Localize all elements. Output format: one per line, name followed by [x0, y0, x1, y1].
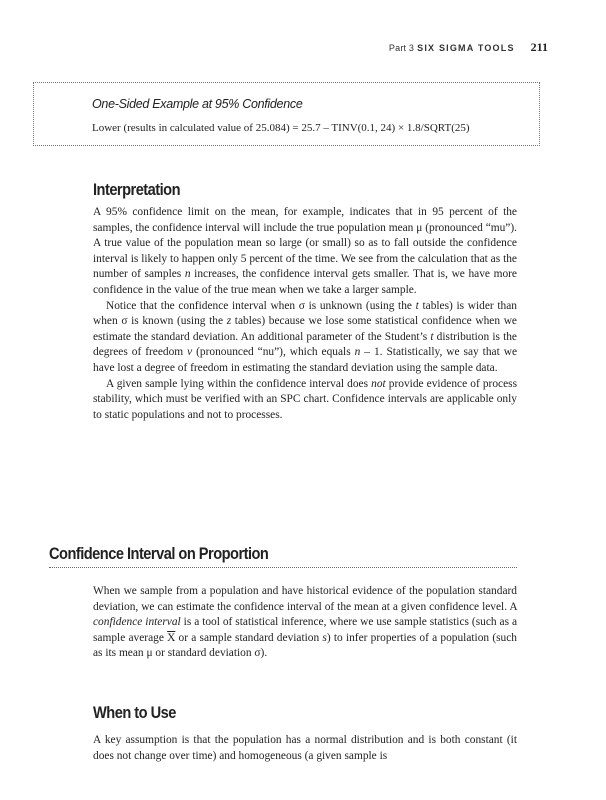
heading-interpretation: Interpretation	[93, 180, 181, 199]
header-section-title: SIX SIGMA TOOLS	[417, 43, 515, 53]
heading-confidence-interval-proportion: Confidence Interval on Proportion	[49, 544, 269, 563]
heading-when-to-use: When to Use	[93, 703, 176, 722]
text-run: ) to infer properties of a population (such as its mean μ or standard deviation σ).	[93, 631, 517, 660]
page-number: 211	[530, 40, 548, 54]
text-run: (pronounced “nu”), which equals	[192, 346, 355, 359]
variable-t: t	[415, 299, 419, 312]
example-title: One-Sided Example at 95% Confidence	[92, 97, 303, 111]
text-run: A 95% confidence limit on the mean, for example, indicates that in 95 percent of the samples, the confidence interval will include the true population mean μ (pronounced “mu”). A true value of the population mean so large (or small) so as to fall outside the confidence interval is likely to happen only 5 percent of the time. We see from the calculation that as the number of samples	[93, 206, 517, 281]
text-run: increases, the confidence interval gets smaller. That is, we have more confidence in the value of the true mean when we take a larger sample.	[93, 268, 517, 296]
when-to-use-paragraph-1: A key assumption is that the population has a normal distribution and is both constant (it does not change over time) and homogeneous (a given sample is	[93, 734, 517, 762]
text-run: Notice that the confidence interval when σ is unknown (using the	[106, 299, 416, 312]
interpretation-paragraph-2	[93, 299, 517, 377]
section-divider	[49, 567, 517, 568]
example-formula: Lower (results in calculated value of 25.084) = 25.7 – TINV(0.1, 24) × 1.8/SQRT(25)	[92, 122, 470, 134]
when-to-use-section	[93, 733, 517, 764]
text-run: When we sample from a population and have historical evidence of the population standard deviation, we can estimate the confidence interval of the mean at a given confidence level. A	[93, 585, 517, 613]
text-run: or a sample standard deviation	[175, 631, 323, 644]
proportion-section	[93, 584, 517, 662]
variable-n: n	[184, 268, 191, 281]
text-run: – 1. Statistically, we say that we have lost a degree of freedom in estimating the standard deviation using the sample data.	[93, 346, 518, 374]
text-run: is a tool of statistical inference, where we use sample statistics (such as a sample average	[93, 616, 517, 644]
text-run: distribution is the degrees of freedom	[93, 330, 517, 359]
example-box	[33, 82, 540, 146]
x-bar-symbol: $\overline{X}$	[167, 631, 176, 644]
running-header	[350, 40, 548, 55]
text-run: tables) is wider than when σ is known (using the	[93, 299, 517, 328]
text-run: provide evidence of process stability, which must be verified with an SPC chart. Confidence intervals are applicable only to static populations and not to processes.	[93, 377, 517, 421]
variable-n: n	[354, 346, 361, 359]
variable-t: t	[430, 330, 434, 343]
proportion-paragraph-1	[93, 584, 517, 662]
text-run: A given sample lying within the confidence interval does	[106, 377, 372, 390]
interpretation-paragraph-3	[93, 377, 517, 424]
interpretation-paragraph-1	[93, 205, 517, 299]
text-run: tables) because we lose some statistical confidence when we estimate the standard deviation. An additional parameter of the Student’s	[93, 315, 517, 343]
emphasis-not: not	[371, 377, 386, 390]
interpretation-section	[93, 205, 517, 423]
header-part-label: Part 3	[388, 43, 415, 53]
term-confidence-interval: confidence interval	[93, 616, 181, 629]
variable-nu: ν	[187, 346, 193, 359]
variable-z: z	[226, 315, 232, 328]
variable-s: s	[322, 631, 327, 644]
